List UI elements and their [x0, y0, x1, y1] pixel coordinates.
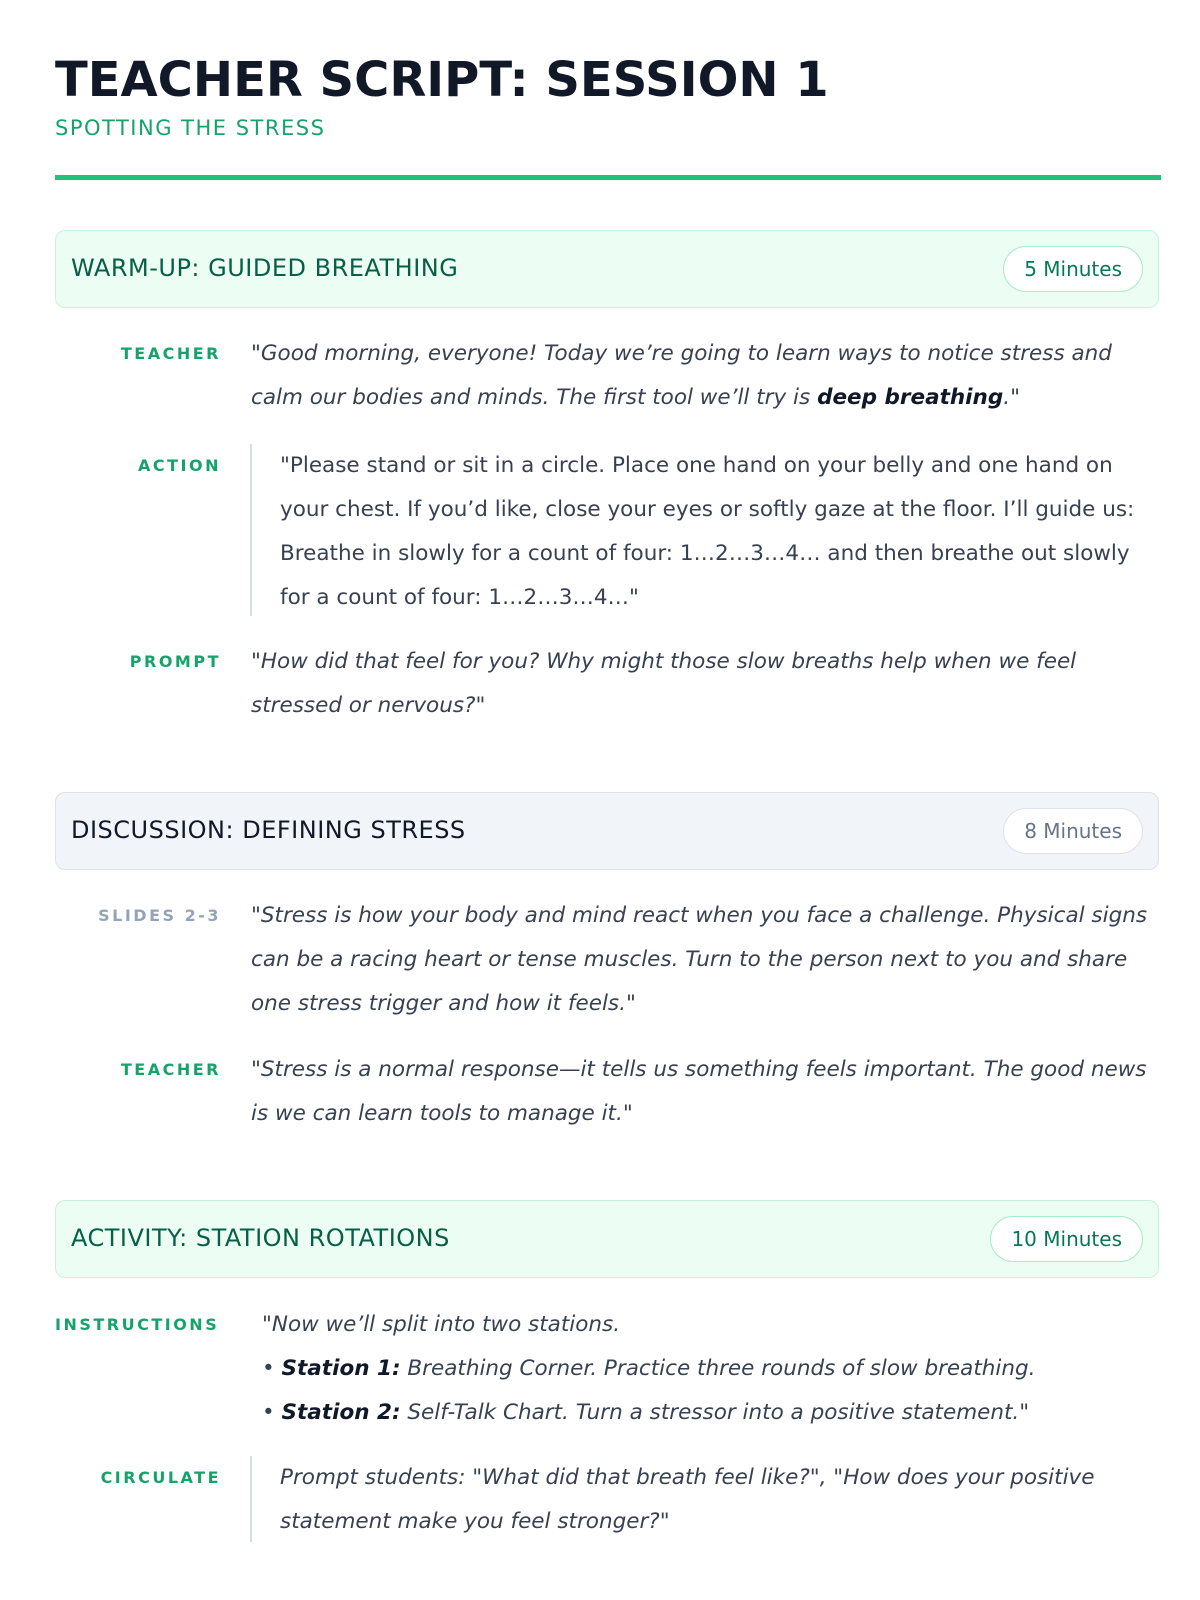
entry-label: CIRCULATE: [100, 1468, 221, 1487]
entry-text: "Stress is how your body and mind react when you face a challenge. Physical signs can be a racing heart or tense muscles. Turn to the person next to you and share one stress trigger and how it feels.": [251, 903, 1148, 1016]
station-list-item: [262, 1347, 1162, 1391]
quote-bar: [250, 444, 252, 616]
entry-label: ACTION: [138, 456, 221, 475]
section-header-activity: [55, 1200, 1159, 1278]
entry-text: "Good morning, everyone! Today we’re going to learn ways to notice stress and calm our bodies and minds. The first tool we’ll try is deep breathing.": [251, 341, 1112, 410]
station-list-item: [262, 1391, 1162, 1435]
section-title: ACTIVITY: STATION ROTATIONS: [71, 1224, 450, 1252]
section-title: WARM-UP: GUIDED BREATHING: [71, 254, 459, 282]
emphasis-text: deep breathing: [817, 385, 1004, 410]
entry-label: SLIDES 2-3: [98, 906, 221, 925]
entry-text: "How did that feel for you? Why might those slow breaths help when we feel stressed or nervous?": [251, 649, 1077, 718]
entry-text: [262, 1303, 1162, 1435]
duration-badge: 10 Minutes: [990, 1216, 1143, 1262]
duration-badge: 5 Minutes: [1003, 246, 1143, 292]
document-subtitle: SPOTTING THE STRESS: [55, 116, 326, 140]
entry-label: PROMPT: [129, 652, 221, 671]
bullet-dot: •: [262, 1400, 275, 1425]
station-text: Self-Talk Chart. Turn a stressor into a positive statement.": [400, 1400, 1030, 1425]
entry-label: INSTRUCTIONS: [55, 1315, 220, 1334]
entry-text: "Stress is a normal response—it tells us something feels important. The good news is we can learn tools to manage it.": [251, 1057, 1147, 1126]
document-title: TEACHER SCRIPT: SESSION 1: [55, 52, 829, 108]
entry-text: "Please stand or sit in a circle. Place one hand on your belly and one hand on your chest. If you’d like, close your eyes or softly gaze at the floor. I’ll guide us: Breathe in slowly for a count of four: 1…2…3…4… and then breathe out slowly for a count of four: 1…2…3…4…": [280, 453, 1135, 610]
duration-badge: 8 Minutes: [1003, 808, 1143, 854]
station-text: Breathing Corner. Practice three rounds of slow breathing.: [400, 1356, 1036, 1381]
section-title: DISCUSSION: DEFINING STRESS: [71, 816, 466, 844]
section-header-discussion: [55, 792, 1159, 870]
entry-label: TEACHER: [120, 344, 221, 363]
entry-text: Prompt students: "What did that breath feel like?", "How does your positive statement make you feel stronger?": [280, 1465, 1095, 1534]
entry-label: TEACHER: [120, 1060, 221, 1079]
section-header-warm-up: [55, 230, 1159, 308]
quote-bar: [250, 1456, 252, 1542]
bullet-dot: •: [262, 1356, 275, 1381]
station-name: Station 1:: [281, 1356, 401, 1381]
instructions-intro: "Now we’ll split into two stations.: [262, 1312, 621, 1337]
title-divider: [55, 175, 1161, 180]
station-name: Station 2:: [281, 1400, 401, 1425]
